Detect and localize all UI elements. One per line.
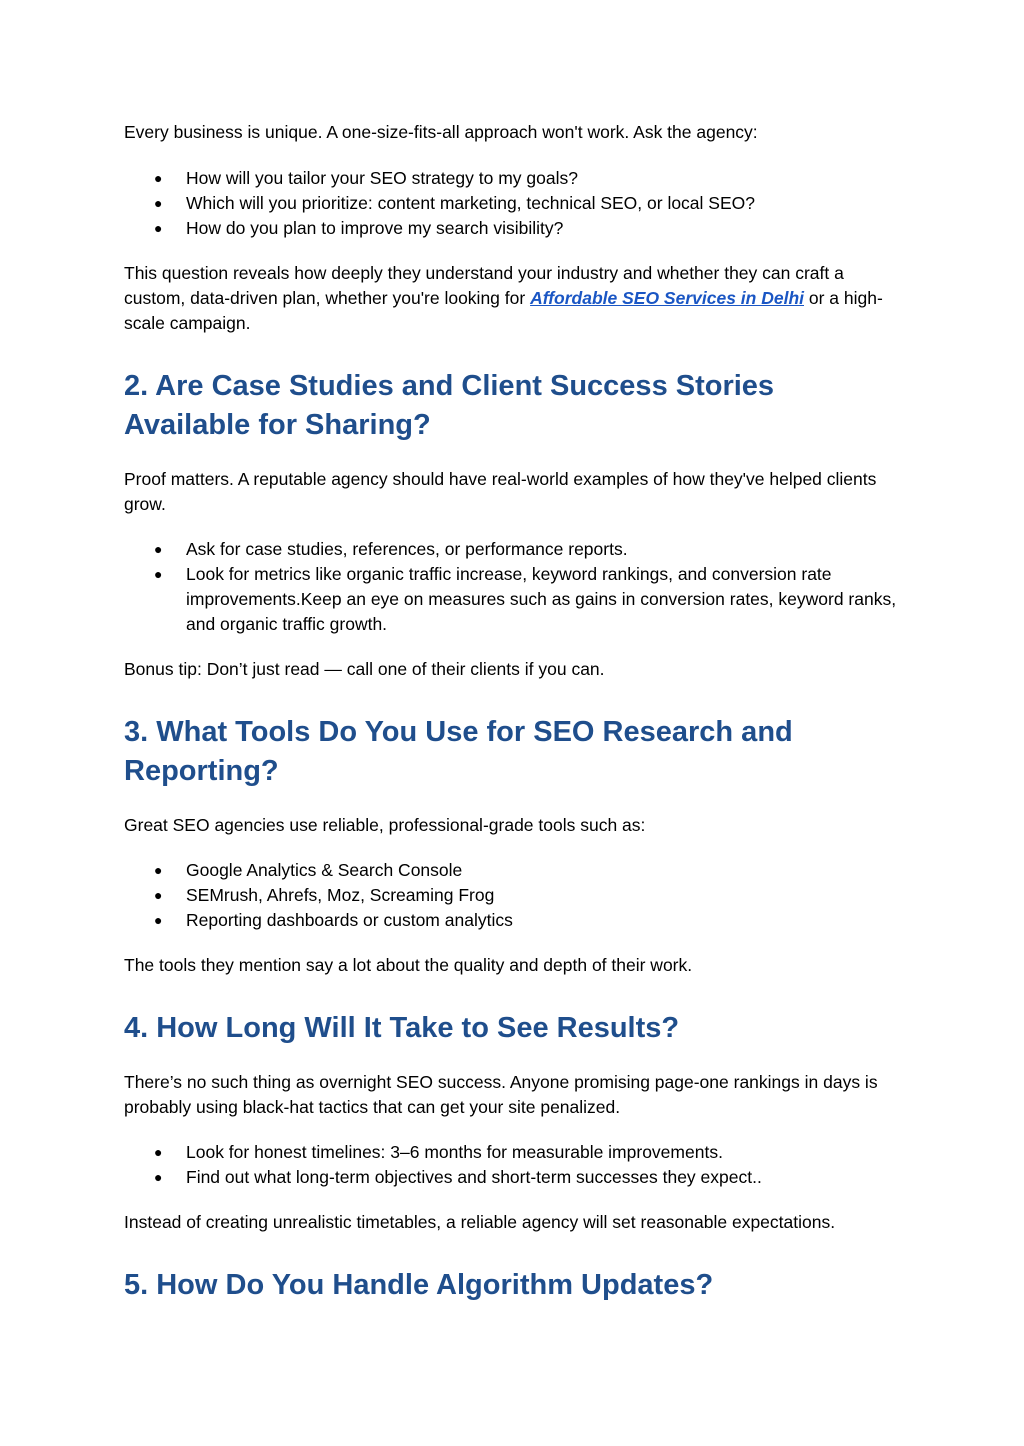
list-item: ● Which will you prioritize: content marketing, technical SEO, or local SEO?	[124, 191, 904, 216]
bullet-icon: ●	[154, 170, 163, 186]
bullet-icon: ●	[154, 566, 163, 582]
list-item: ● Ask for case studies, references, or performance reports.	[124, 537, 904, 562]
section-intro: Great SEO agencies use reliable, professional-grade tools such as:	[124, 815, 646, 835]
section-closing: Instead of creating unrealistic timetables, a reliable agency will set reasonable expectations.	[124, 1212, 836, 1232]
list-item: ● Find out what long-term objectives and short-term successes they expect..	[124, 1165, 904, 1190]
bullet-icon: ●	[154, 220, 163, 236]
intro-paragraph: Every business is unique. A one-size-fits-all approach won't work. Ask the agency:	[124, 122, 758, 142]
bullet-icon: ●	[154, 1144, 163, 1160]
section-bullet-list	[124, 1140, 904, 1190]
list-item: ● Reporting dashboards or custom analytics	[124, 908, 904, 933]
affordable-seo-delhi-link[interactable]: Affordable SEO Services in Delhi	[530, 288, 804, 308]
list-item: ● Look for metrics like organic traffic increase, keyword rankings, and conversion rate improvements.Keep an eye on measures such as gains in conversion rates, keyword ranks, and organic traffic growth.	[154, 564, 897, 634]
bullet-icon: ●	[154, 1169, 163, 1185]
intro-bullet-list	[124, 166, 904, 241]
section-intro: There’s no such thing as overnight SEO success. Anyone promising page-one rankings in days is probably using black-hat tactics that can get your site penalized.	[124, 1072, 878, 1117]
section-bullet-list	[124, 858, 904, 933]
bullet-icon: ●	[154, 862, 163, 878]
list-item: ● How do you plan to improve my search visibility?	[124, 216, 904, 241]
bullet-icon: ●	[154, 195, 163, 211]
section-heading-tools: 3. What Tools Do You Use for SEO Research and Reporting?	[124, 716, 793, 787]
intro-closing-paragraph: This question reveals how deeply they understand your industry and whether they can craft a custom, data-driven plan, whether you're looking for Affordable SEO Services in Delhi or a high-scale campaign.	[124, 263, 883, 333]
section-closing: Bonus tip: Don’t just read — call one of their clients if you can.	[124, 659, 605, 679]
document-page	[124, 120, 904, 1305]
section-heading-algorithm-updates: 5. How Do You Handle Algorithm Updates?	[124, 1269, 714, 1301]
list-item: ● How will you tailor your SEO strategy to my goals?	[124, 166, 904, 191]
section-intro: Proof matters. A reputable agency should have real-world examples of how they've helped clients grow.	[124, 469, 877, 514]
bullet-icon: ●	[154, 541, 163, 557]
bullet-icon: ●	[154, 887, 163, 903]
section-heading-results-timeline: 4. How Long Will It Take to See Results?	[124, 1012, 680, 1044]
section-closing: The tools they mention say a lot about the quality and depth of their work.	[124, 955, 693, 975]
section-heading-case-studies: 2. Are Case Studies and Client Success Stories Available for Sharing?	[124, 370, 775, 441]
section-bullet-list	[124, 537, 904, 637]
list-item: ● Look for honest timelines: 3–6 months for measurable improvements.	[124, 1140, 904, 1165]
list-item: ● Google Analytics & Search Console	[124, 858, 904, 883]
list-item: ● SEMrush, Ahrefs, Moz, Screaming Frog	[124, 883, 904, 908]
bullet-icon: ●	[154, 912, 163, 928]
